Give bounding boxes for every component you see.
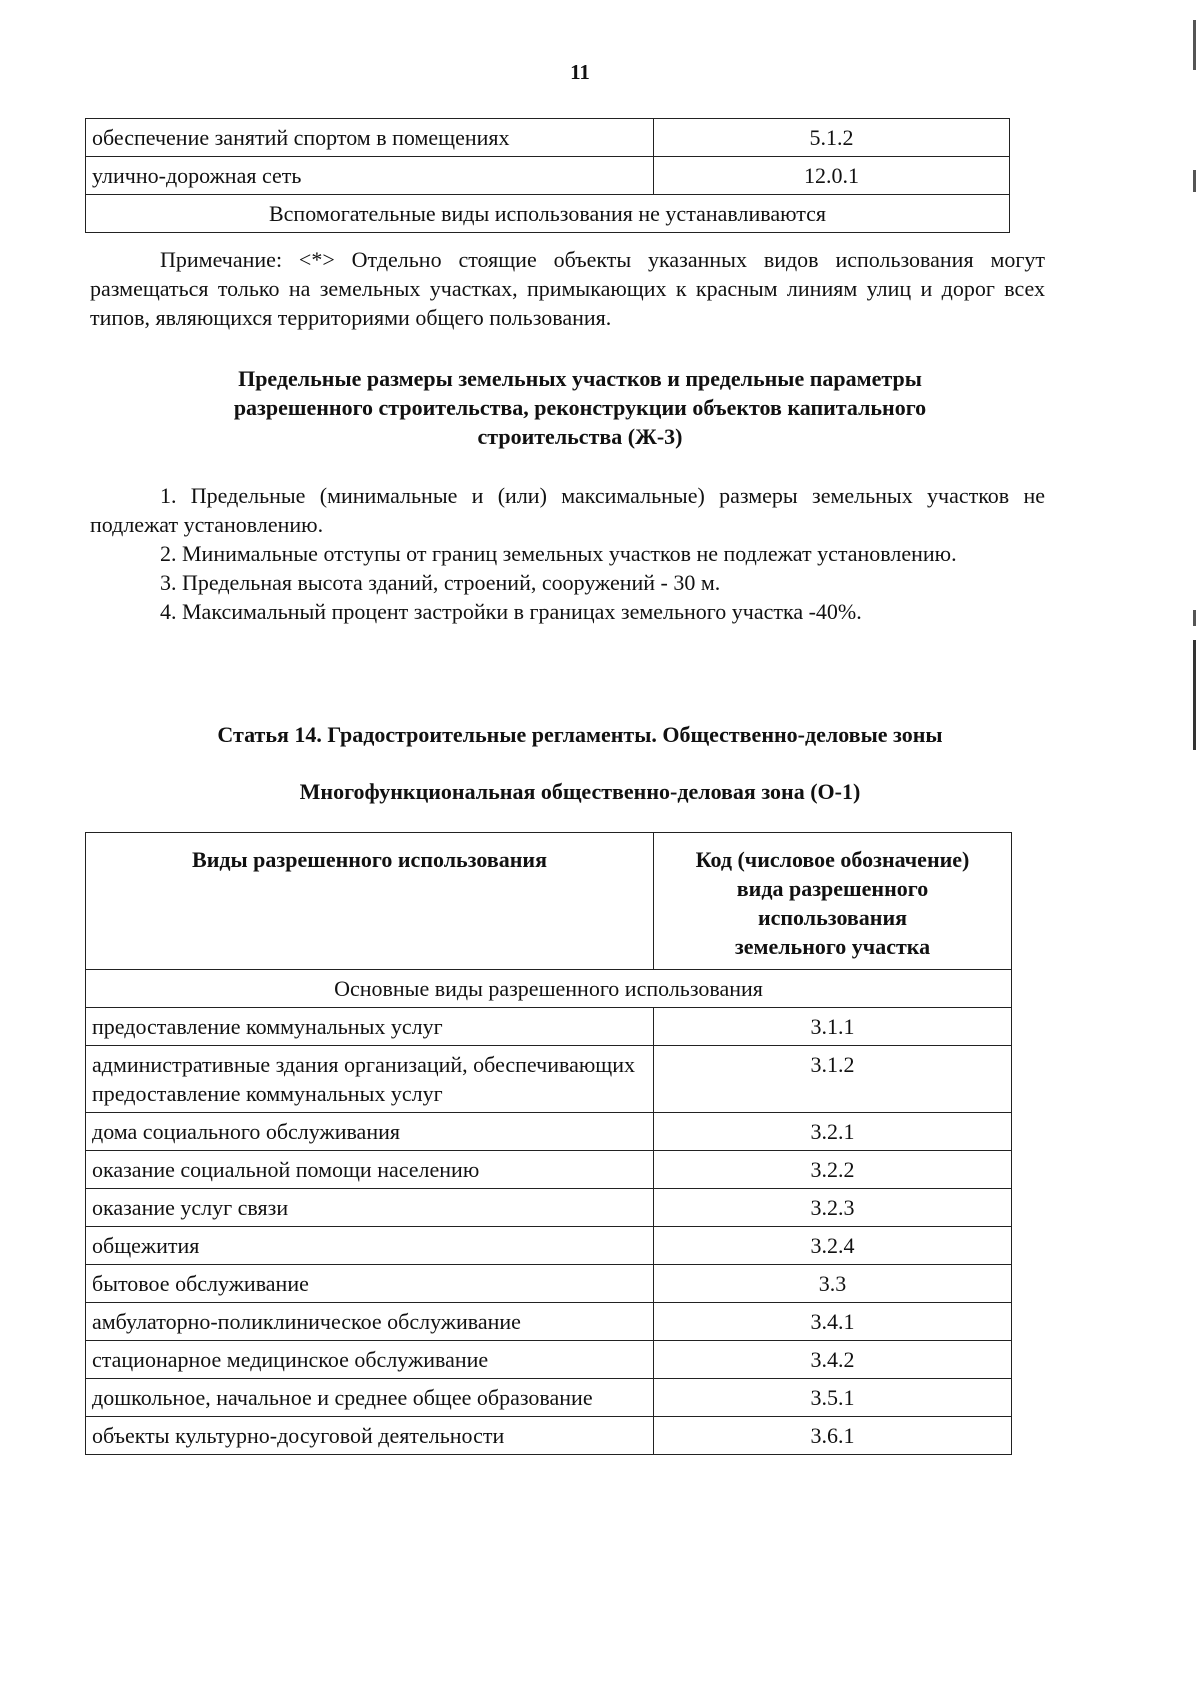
table-row bbox=[86, 1303, 1012, 1341]
limits-item: 2. Минимальные отступы от границ земельных участков не подлежат установлению. bbox=[160, 541, 957, 566]
table-row bbox=[86, 1379, 1012, 1417]
note-paragraph: Примечание: <*> Отдельно стоящие объекты указанных видов использования могут размещаться только на земельных участках, примыкающих к красным линиям улиц и дорог всех типов, являющихся территориями общего пользования. bbox=[90, 247, 1045, 330]
use-cell: предоставление коммунальных услуг bbox=[86, 1008, 654, 1046]
code-cell: 5.1.2 bbox=[654, 119, 1010, 157]
use-cell: объекты культурно-досуговой деятельности bbox=[86, 1417, 654, 1455]
use-cell: дома социального обслуживания bbox=[86, 1113, 654, 1151]
table-row bbox=[86, 1151, 1012, 1189]
limits-heading bbox=[0, 364, 1160, 451]
limits-item: 1. Предельные (минимальные и (или) максимальные) размеры земельных участков не подлежат установлению. bbox=[90, 483, 1045, 537]
table-row bbox=[86, 119, 1010, 157]
use-cell: обеспечение занятий спортом в помещениях bbox=[86, 119, 654, 157]
code-cell: 3.6.1 bbox=[654, 1417, 1012, 1455]
header-code-line: Код (числовое обозначение) bbox=[695, 847, 970, 872]
table-row bbox=[86, 1341, 1012, 1379]
code-cell: 3.2.1 bbox=[654, 1113, 1012, 1151]
use-cell: бытовое обслуживание bbox=[86, 1265, 654, 1303]
table-row bbox=[86, 1189, 1012, 1227]
use-cell: оказание социальной помощи населению bbox=[86, 1151, 654, 1189]
table-row bbox=[86, 195, 1010, 233]
header-use: Виды разрешенного использования bbox=[86, 833, 654, 970]
code-cell: 3.2.3 bbox=[654, 1189, 1012, 1227]
use-cell: улично-дорожная сеть bbox=[86, 157, 654, 195]
table-row bbox=[86, 1046, 1012, 1113]
use-cell: стационарное медицинское обслуживание bbox=[86, 1341, 654, 1379]
code-cell: 12.0.1 bbox=[654, 157, 1010, 195]
header-code-line: использования bbox=[757, 905, 908, 930]
limits-item: 3. Предельная высота зданий, строений, сооружений - 30 м. bbox=[160, 570, 721, 595]
header-code bbox=[654, 833, 1012, 970]
section-row bbox=[86, 970, 1012, 1008]
header-code-line: земельного участка bbox=[734, 934, 931, 959]
auxiliary-uses-row: Вспомогательные виды использования не устанавливаются bbox=[86, 195, 1010, 233]
code-cell: 3.5.1 bbox=[654, 1379, 1012, 1417]
limits-item: 4. Максимальный процент застройки в границах земельного участка -40%. bbox=[160, 599, 862, 624]
code-cell: 3.3 bbox=[654, 1265, 1012, 1303]
table-header-row bbox=[86, 833, 1012, 970]
top-table bbox=[85, 118, 1010, 233]
code-cell: 3.2.4 bbox=[654, 1227, 1012, 1265]
article-heading: Статья 14. Градостроительные регламенты. Общественно-деловые зоны bbox=[217, 722, 943, 747]
code-cell: 3.1.2 bbox=[654, 1046, 1012, 1113]
table-row bbox=[86, 1008, 1012, 1046]
code-cell: 3.4.2 bbox=[654, 1341, 1012, 1379]
page-number: 11 bbox=[570, 60, 590, 84]
table-row bbox=[86, 1227, 1012, 1265]
main-uses-row: Основные виды разрешенного использования bbox=[86, 970, 1012, 1008]
table-row bbox=[86, 1265, 1012, 1303]
zone-heading: Многофункциональная общественно-деловая зона (О-1) bbox=[299, 779, 861, 804]
code-cell: 3.1.1 bbox=[654, 1008, 1012, 1046]
limits-list bbox=[90, 481, 1045, 626]
use-cell: общежития bbox=[86, 1227, 654, 1265]
code-cell: 3.4.1 bbox=[654, 1303, 1012, 1341]
uses-table bbox=[85, 832, 1012, 1455]
header-code-line: вида разрешенного bbox=[736, 876, 929, 901]
limits-heading-line: разрешенного строительства, реконструкции объектов капитального bbox=[233, 395, 927, 420]
use-cell: административные здания организаций, обеспечивающих предоставление коммунальных услуг bbox=[86, 1046, 654, 1113]
scan-edge-mark bbox=[1193, 610, 1196, 626]
code-cell: 3.2.2 bbox=[654, 1151, 1012, 1189]
use-cell: амбулаторно-поликлиническое обслуживание bbox=[86, 1303, 654, 1341]
table-row bbox=[86, 1417, 1012, 1455]
scan-edge-mark bbox=[1193, 640, 1196, 750]
use-cell: оказание услуг связи bbox=[86, 1189, 654, 1227]
table-row bbox=[86, 1113, 1012, 1151]
use-cell: дошкольное, начальное и среднее общее образование bbox=[86, 1379, 654, 1417]
scan-edge-mark bbox=[1193, 20, 1196, 70]
limits-heading-line: строительства (Ж-3) bbox=[477, 424, 683, 449]
scan-edge-mark bbox=[1193, 170, 1196, 192]
table-row bbox=[86, 157, 1010, 195]
limits-heading-line: Предельные размеры земельных участков и предельные параметры bbox=[238, 366, 922, 391]
